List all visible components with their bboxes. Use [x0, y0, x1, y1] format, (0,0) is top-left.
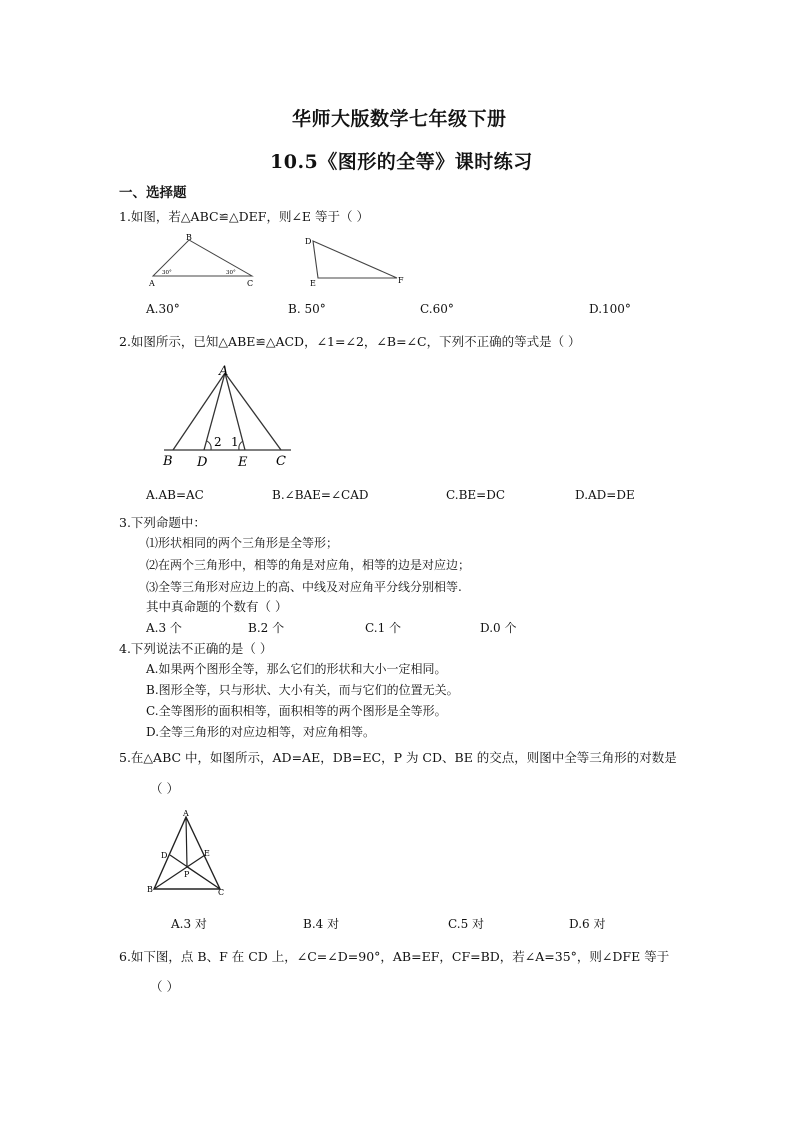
q6-paren: （ ） — [150, 979, 179, 994]
q5-label-b: B — [147, 885, 153, 894]
q3-option-c: C.1 个 — [365, 621, 402, 635]
q5-label-a: A — [183, 809, 189, 818]
q2-label-c: C — [276, 454, 286, 469]
q1-label-b: B — [186, 233, 192, 242]
q5-label-c: C — [218, 888, 225, 897]
q1-label-c: C — [247, 279, 254, 288]
q5-label-p: P — [184, 870, 190, 879]
q5-label-e: E — [204, 849, 210, 858]
q2-label-1: 1 — [231, 435, 239, 449]
q2-label-b: B — [163, 454, 173, 469]
q4-option-b: B.图形全等，只与形状、大小有关，而与它们的位置无关。 — [146, 683, 459, 697]
q1-label-f: F — [398, 276, 404, 285]
q1-angle-c: 30° — [226, 270, 236, 276]
q3-stem: 3.下列命题中： — [119, 515, 206, 530]
page-title: 华师大版数学七年级下册 — [292, 108, 507, 130]
q2-option-d: D.AD=DE — [575, 488, 635, 502]
q4-option-c: C.全等图形的面积相等，面积相等的两个图形是全等形。 — [146, 704, 447, 718]
q3-ask: 其中真命题的个数有（ ） — [146, 599, 288, 614]
q5-option-d: D.6 对 — [569, 917, 606, 931]
section-heading: 一、选择题 — [119, 185, 187, 201]
q4-option-a: A.如果两个图形全等，那么它们的形状和大小一定相同。 — [146, 662, 447, 676]
q6-stem: 6.如下图，点 B、F 在 CD 上，∠C=∠D=90°，AB=EF，CF=BD，若∠A=35°，则∠DFE 等于 — [119, 949, 670, 964]
q3-item-1: ⑴形状相同的两个三角形是全等形； — [146, 536, 339, 550]
q2-figure — [160, 362, 295, 470]
q2-label-a: A — [219, 364, 229, 379]
q5-stem: 5.在△ABC 中，如图所示，AD=AE，DB=EC，P 为 CD、BE 的交点，则图中全等三角形的对数是 — [119, 750, 677, 765]
q1-stem: 1.如图，若△ABC≌△DEF，则∠E 等于（ ） — [119, 209, 370, 224]
q5-figure — [143, 808, 228, 898]
q1-figure-abc — [140, 232, 265, 292]
q4-option-d: D.全等三角形的对应边相等，对应角相等。 — [146, 725, 376, 739]
q5-option-a: A.3 对 — [171, 917, 207, 931]
q1-label-e: E — [310, 279, 316, 288]
q3-item-2: ⑵在两个三角形中，相等的角是对应角，相等的边是对应边； — [146, 558, 471, 572]
q1-angle-a: 30° — [162, 270, 172, 276]
q1-option-c: C.60° — [420, 302, 454, 316]
q5-option-c: C.5 对 — [448, 917, 485, 931]
q2-label-d: D — [197, 455, 208, 470]
q4-stem: 4.下列说法不正确的是（ ） — [119, 641, 273, 656]
q1-label-d: D — [305, 237, 312, 246]
q3-option-b: B.2 个 — [248, 621, 285, 635]
q1-option-b: B. 50° — [288, 302, 326, 316]
q5-label-d: D — [161, 851, 168, 860]
q5-paren: （ ） — [150, 781, 179, 796]
q1-label-a: A — [149, 279, 155, 288]
q2-label-2: 2 — [214, 435, 222, 449]
q5-option-b: B.4 对 — [303, 917, 340, 931]
q3-option-a: A.3 个 — [146, 621, 182, 635]
q2-option-a: A.AB=AC — [146, 488, 204, 502]
q1-option-a: A.30° — [146, 302, 180, 316]
q2-option-c: C.BE=DC — [446, 488, 506, 502]
q2-label-e: E — [238, 455, 248, 470]
q1-figure-def — [300, 232, 410, 292]
q2-stem: 2.如图所示，已知△ABE≌△ACD，∠1=∠2，∠B=∠C，下列不正确的等式是（ ） — [119, 334, 581, 349]
q2-option-b: B.∠BAE=∠CAD — [272, 488, 369, 502]
q3-option-d: D.0 个 — [480, 621, 517, 635]
q1-option-d: D.100° — [589, 302, 631, 316]
page-subtitle: 10.5《图形的全等》课时练习 — [270, 151, 533, 173]
q3-item-3: ⑶全等三角形对应边上的高、中线及对应角平分线分别相等. — [146, 580, 462, 594]
